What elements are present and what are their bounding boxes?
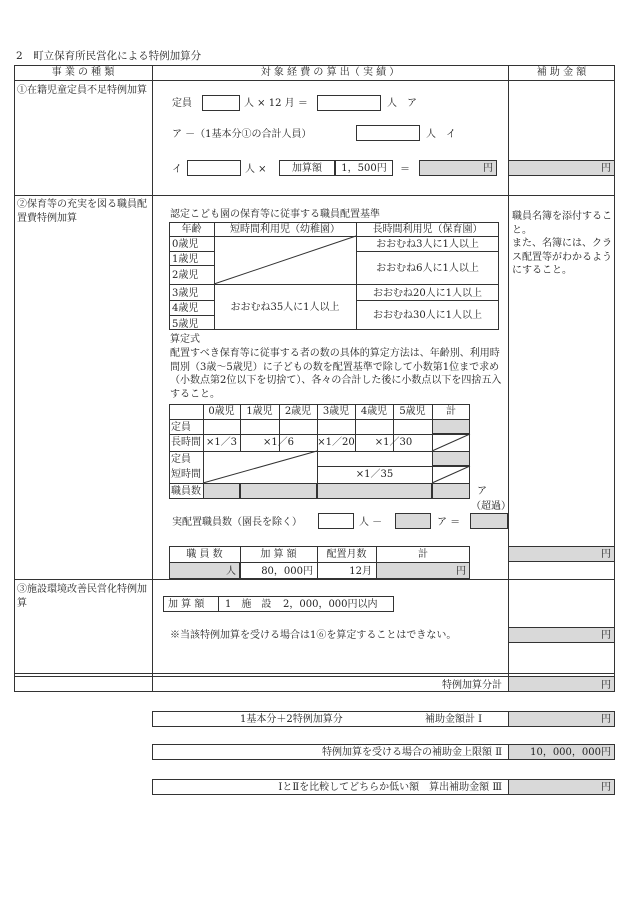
teiin-label: 定員 [172, 98, 192, 109]
formula-title: 算定式 [170, 334, 200, 345]
formula-text: 配置すべき保育等に従事する者の数の具体的算定方法は、年齢別、利用時間別（3歳～5歳児）に子どもの数を配置基準で除して小数第1位まで求め（小数点第2位以下を切捨て）、各々の合計した後に小数点以下を四捨五入すること。 [170, 348, 502, 400]
header-type: 事 業 の 種 類 [51, 67, 115, 78]
actual-staff-label: 実配置職員数（園長を除く） [172, 517, 302, 528]
excess-result[interactable] [470, 513, 508, 529]
actual-staff-input[interactable] [318, 513, 354, 529]
row2-name: ②保育等の充実を図る職員配置費特例加算 [17, 199, 147, 224]
subtotal-label: 特例加算分計 [442, 680, 502, 691]
teiin-input[interactable] [202, 95, 240, 111]
teiin-times12-input[interactable] [317, 95, 381, 111]
kasan-label: 加算額 [292, 163, 322, 174]
row2-note: 職員名簿を添付すること。 また、名簿には、クラス配置等がわかるようにすること。 [512, 211, 612, 276]
row1-i-input[interactable] [356, 125, 420, 141]
row3-note: ※当該特例加算を受ける場合は1⑥を算定することはできない。 [170, 630, 457, 641]
section-title: 2 町立保育所民営化による特例加算分 [16, 50, 202, 62]
row1-name: ①在籍児童定員不足特例加算 [17, 85, 147, 96]
kasan-value: 1，500円 [341, 163, 387, 174]
row3-name: ③施設環境改善民営化特例加算 [17, 584, 147, 609]
header-calc: 対 象 経 費 の 算 出（ 実 績 ） [260, 67, 400, 78]
header-amount: 補 助 金 額 [536, 67, 587, 78]
standard-title: 認定こども園の保育等に従事する職員配置基準 [170, 209, 380, 220]
row1-i-value-input[interactable] [187, 160, 241, 176]
